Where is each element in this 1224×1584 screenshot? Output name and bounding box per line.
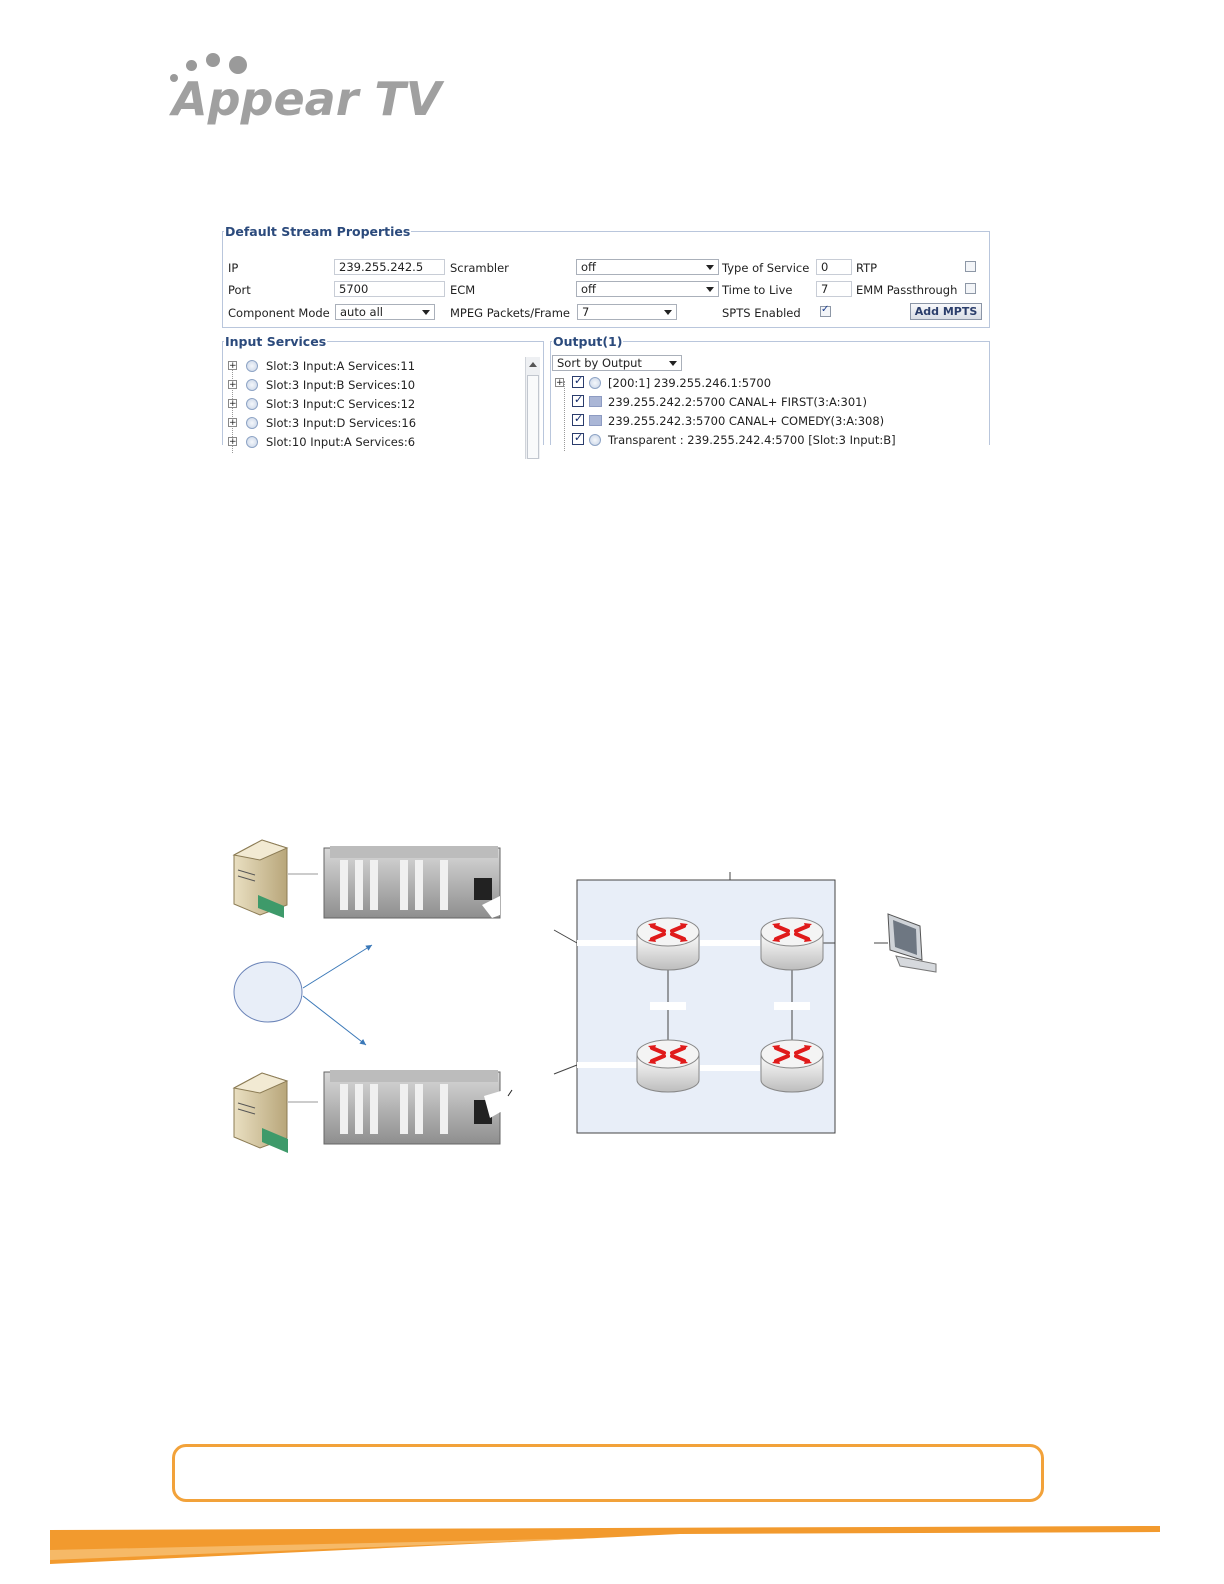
- footer-box: [172, 1444, 1044, 1502]
- emm-passthrough-label: EMM Passthrough: [856, 283, 958, 297]
- chassis-icon: [324, 846, 500, 918]
- default-stream-properties: [222, 224, 990, 328]
- expand-icon[interactable]: +: [556, 378, 564, 388]
- output-label: 239.255.242.3:5700 CANAL+ COMEDY(3:A:308): [608, 414, 885, 428]
- emm-passthrough-checkbox[interactable]: [965, 283, 976, 294]
- input-icon: [246, 436, 258, 448]
- chevron-down-icon: [669, 361, 677, 366]
- arrow-line: [303, 996, 366, 1045]
- expand-icon[interactable]: +: [229, 361, 237, 371]
- chevron-down-icon: [706, 287, 714, 292]
- time-to-live-label: Time to Live: [722, 283, 793, 297]
- input-service-label: Slot:10 Input:A Services:6: [266, 435, 416, 449]
- add-mpts-button[interactable]: Add MPTS: [910, 303, 982, 320]
- monitor-icon: [888, 914, 936, 972]
- component-mode-label: Component Mode: [228, 306, 330, 320]
- network-link: [774, 1002, 810, 1010]
- ecm-value: off: [581, 282, 596, 296]
- port-label: Port: [228, 283, 251, 297]
- arrow-line: [303, 945, 372, 988]
- output-checkbox[interactable]: [572, 376, 584, 388]
- input-service-label: Slot:3 Input:C Services:12: [266, 397, 416, 411]
- output-label: 239.255.242.2:5700 CANAL+ FIRST(3:A:301): [608, 395, 867, 409]
- time-to-live-field[interactable]: 7: [816, 281, 852, 297]
- output-checkbox[interactable]: [572, 414, 584, 426]
- component-mode-select[interactable]: [335, 304, 435, 320]
- default-stream-properties-legend: Default Stream Properties: [225, 224, 411, 239]
- type-of-service-field[interactable]: 0: [816, 259, 852, 275]
- chevron-down-icon: [664, 310, 672, 315]
- connector-line: [554, 930, 577, 943]
- spts-enabled-checkbox[interactable]: [820, 306, 831, 317]
- input-icon: [246, 379, 258, 391]
- scrambler-label: Scrambler: [450, 261, 509, 275]
- type-of-service-label: Type of Service: [722, 261, 810, 275]
- input-icon: [246, 417, 258, 429]
- expand-icon[interactable]: +: [229, 418, 237, 428]
- chevron-down-icon: [422, 310, 430, 315]
- output-label: [200:1] 239.255.246.1:5700: [608, 376, 772, 390]
- output-legend: Output(1): [553, 334, 623, 349]
- tree-line: [564, 381, 565, 451]
- scroll-up-icon[interactable]: [529, 362, 537, 367]
- footer-swoosh: [0, 1520, 1224, 1584]
- chassis-icon: [324, 1070, 512, 1144]
- connector-line: [554, 1065, 577, 1074]
- mpeg-packets-value: 7: [582, 305, 590, 319]
- ip-field[interactable]: 239.255.242.5: [334, 259, 445, 275]
- router-icon: [637, 918, 699, 970]
- input-service-label: Slot:3 Input:D Services:16: [266, 416, 417, 430]
- service-icon: [589, 415, 602, 426]
- appear-tv-logo: [168, 50, 442, 130]
- server-icon: [234, 840, 287, 918]
- rtp-label: RTP: [856, 261, 878, 275]
- ecm-label: ECM: [450, 283, 476, 297]
- scrollbar-thumb[interactable]: [527, 375, 539, 459]
- output-panel: [550, 334, 990, 445]
- router-icon: [761, 918, 823, 970]
- service-icon: [589, 396, 602, 407]
- rtp-checkbox[interactable]: [965, 261, 976, 272]
- network-link: [650, 1002, 686, 1010]
- scrollbar[interactable]: [525, 357, 540, 459]
- input-services: [222, 334, 544, 449]
- logo-dot: [206, 53, 220, 67]
- logo-text: Appear TV: [172, 72, 442, 126]
- ip-label: IP: [228, 261, 239, 275]
- component-mode-value: auto all: [340, 305, 383, 319]
- sort-by-select[interactable]: [552, 355, 682, 371]
- mpeg-packets-select[interactable]: [577, 304, 677, 320]
- output-icon: [589, 434, 601, 446]
- mpeg-packets-label: MPEG Packets/Frame: [450, 306, 571, 320]
- router-icon: [761, 1040, 823, 1092]
- expand-icon[interactable]: +: [229, 399, 237, 409]
- expand-icon[interactable]: +: [229, 437, 237, 447]
- server-icon: [234, 1073, 288, 1153]
- input-icon: [246, 360, 258, 372]
- output-icon: [589, 377, 601, 389]
- ecm-select[interactable]: [576, 281, 719, 297]
- input-icon: [246, 398, 258, 410]
- router-icon: [637, 1040, 699, 1092]
- input-service-label: Slot:3 Input:B Services:10: [266, 378, 416, 392]
- expand-icon[interactable]: +: [229, 380, 237, 390]
- sort-by-value: Sort by Output: [557, 356, 642, 370]
- scrambler-value: off: [581, 260, 596, 274]
- input-service-label: Slot:3 Input:A Services:11: [266, 359, 416, 373]
- logo-dot: [186, 60, 197, 71]
- output-label: Transparent : 239.255.242.4:5700 [Slot:3 Input:B]: [608, 433, 896, 447]
- scrambler-select[interactable]: [576, 259, 719, 275]
- spts-enabled-label: SPTS Enabled: [722, 306, 801, 320]
- network-cloud: [234, 962, 302, 1022]
- chevron-down-icon: [706, 265, 714, 270]
- port-field[interactable]: 5700: [334, 281, 445, 297]
- output-checkbox[interactable]: [572, 395, 584, 407]
- stream-config-panel: [220, 224, 992, 449]
- output-checkbox[interactable]: [572, 433, 584, 445]
- input-services-legend: Input Services: [225, 334, 327, 349]
